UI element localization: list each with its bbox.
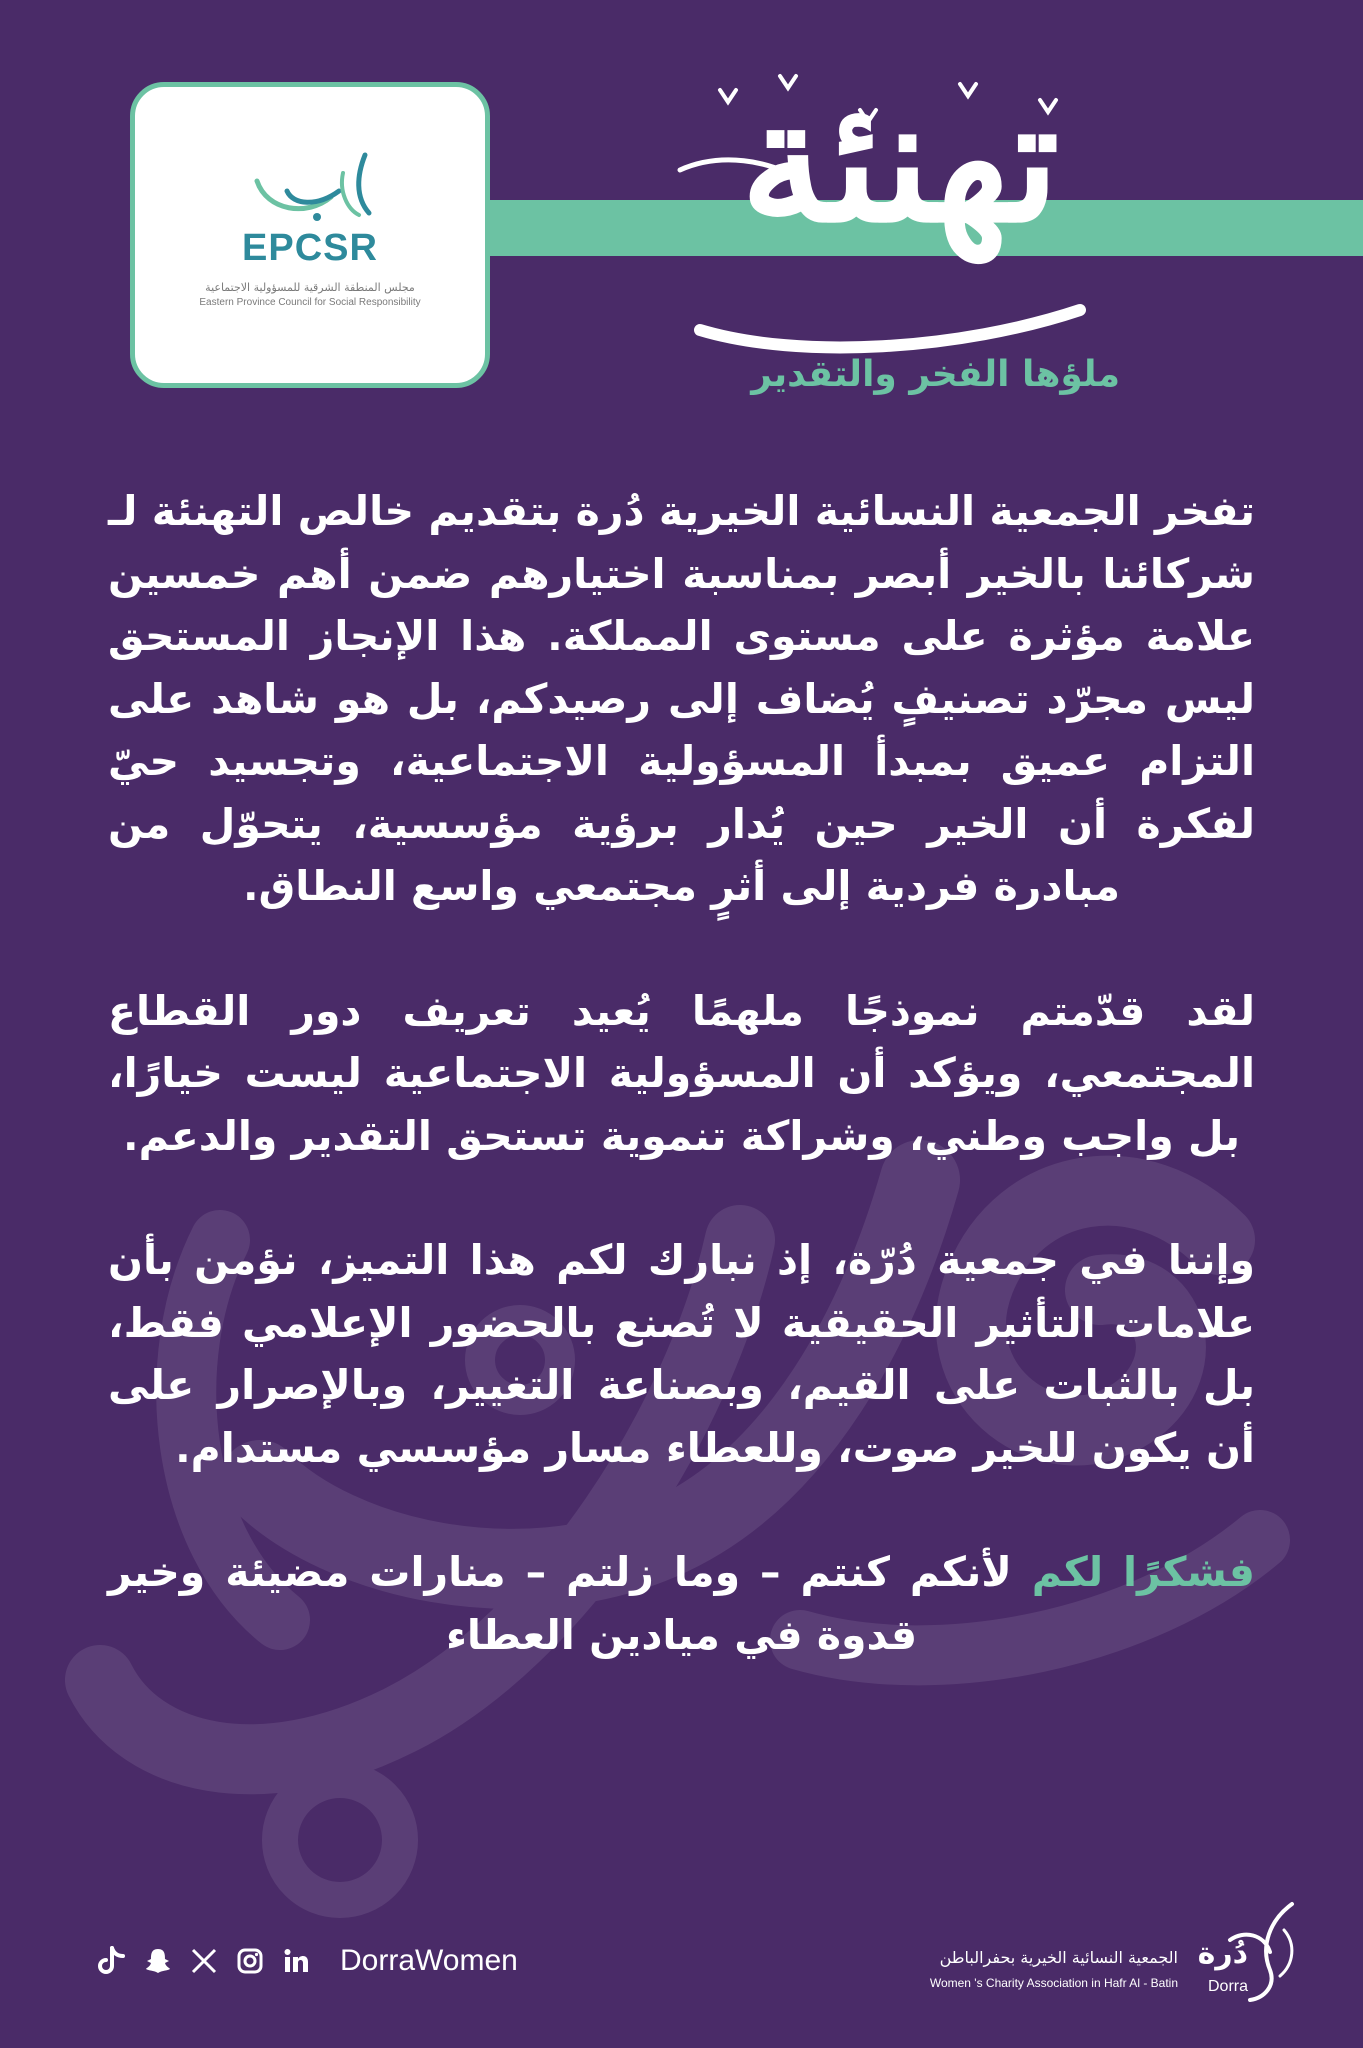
page-subtitle: ملؤها الفخر والتقدير [751,354,1120,395]
epcsr-swirl-logo-icon [247,151,377,225]
brand-english-name: Dorra [1207,1978,1248,1995]
thanks-lead: فشكرًا لكم [1031,1548,1255,1596]
paragraph-belief: وإننا في جمعية دُرّة، إذ نبارك لكم هذا التميز، نؤمن بأن علامات التأثير الحقيقية لا تُصنع بالحضور الإعلامي فقط، بل بالثبات على القيم، وبصناعة التغيير، وبالإصرار على أن يكون للخير صوت، وللعطاء مسار مؤسسي مستدام. [108,1236,1255,1472]
dorra-logo-icon [1220,1900,1300,2004]
dorra-brand [890,1900,1300,2010]
paragraph-thanks [108,1541,1255,1666]
epcsr-logo-card [130,82,490,388]
paragraph-model: لقد قدّمتم نموذجًا ملهمًا يُعيد تعريف دور القطاع المجتمعي، ويؤكد أن المسؤولية الاجتماعية ليست خيارًا، بل واجب وطني، وشراكة تنموية تستحق التقدير والدعم. [108,986,1255,1160]
org-english-name: Women 's Charity Association in Hafr Al - Batin [929,1976,1178,1990]
epcsr-arabic-name: مجلس المنطقة الشرقية للمسؤولية الاجتماعية [205,281,415,294]
epcsr-english-name: Eastern Province Council for Social Responsibility [199,297,421,308]
tiktok-icon[interactable] [96,1945,128,1977]
brand-arabic-name: دُرة [1197,1936,1248,1971]
linkedin-icon[interactable] [280,1945,312,1977]
snapchat-icon[interactable] [142,1945,174,1977]
social-links [96,1936,518,1986]
message-body [108,480,1255,1666]
x-icon[interactable] [188,1945,220,1977]
social-handle[interactable]: DorraWomen [340,1944,518,1977]
epcsr-logo-name: EPCSR [242,227,378,269]
page-title: تهنئة [740,61,1060,261]
thanks-rest: لأنكم كنتم – وما زلتم – منارات مضيئة وخير قدوة في ميادين العطاء [108,1548,1032,1659]
org-arabic-name: الجمعية النسائية الخيرية بحفرالباطن [939,1948,1178,1967]
paragraph-congratulation: تفخر الجمعية النسائية الخيرية دُرة بتقديم خالص التهنئة لـ شركائنا بالخير أبصر بمناسبة اختيارهم ضمن أهم خمسين علامة مؤثرة على مستوى المملكة. هذا الإنجاز المستحق ليس مجرّد تصنيفٍ يُضاف إلى رصيدكم، بل هو شاهد على التزام عميق بمبدأ المسؤولية الاجتماعية، وتجسيد حيّ لفكرة أن الخير حين يُدار برؤية مؤسسية، يتحوّل من مبادرة فردية إلى أثرٍ مجتمعي واسع النطاق. [108,487,1255,910]
instagram-icon[interactable] [234,1945,266,1977]
